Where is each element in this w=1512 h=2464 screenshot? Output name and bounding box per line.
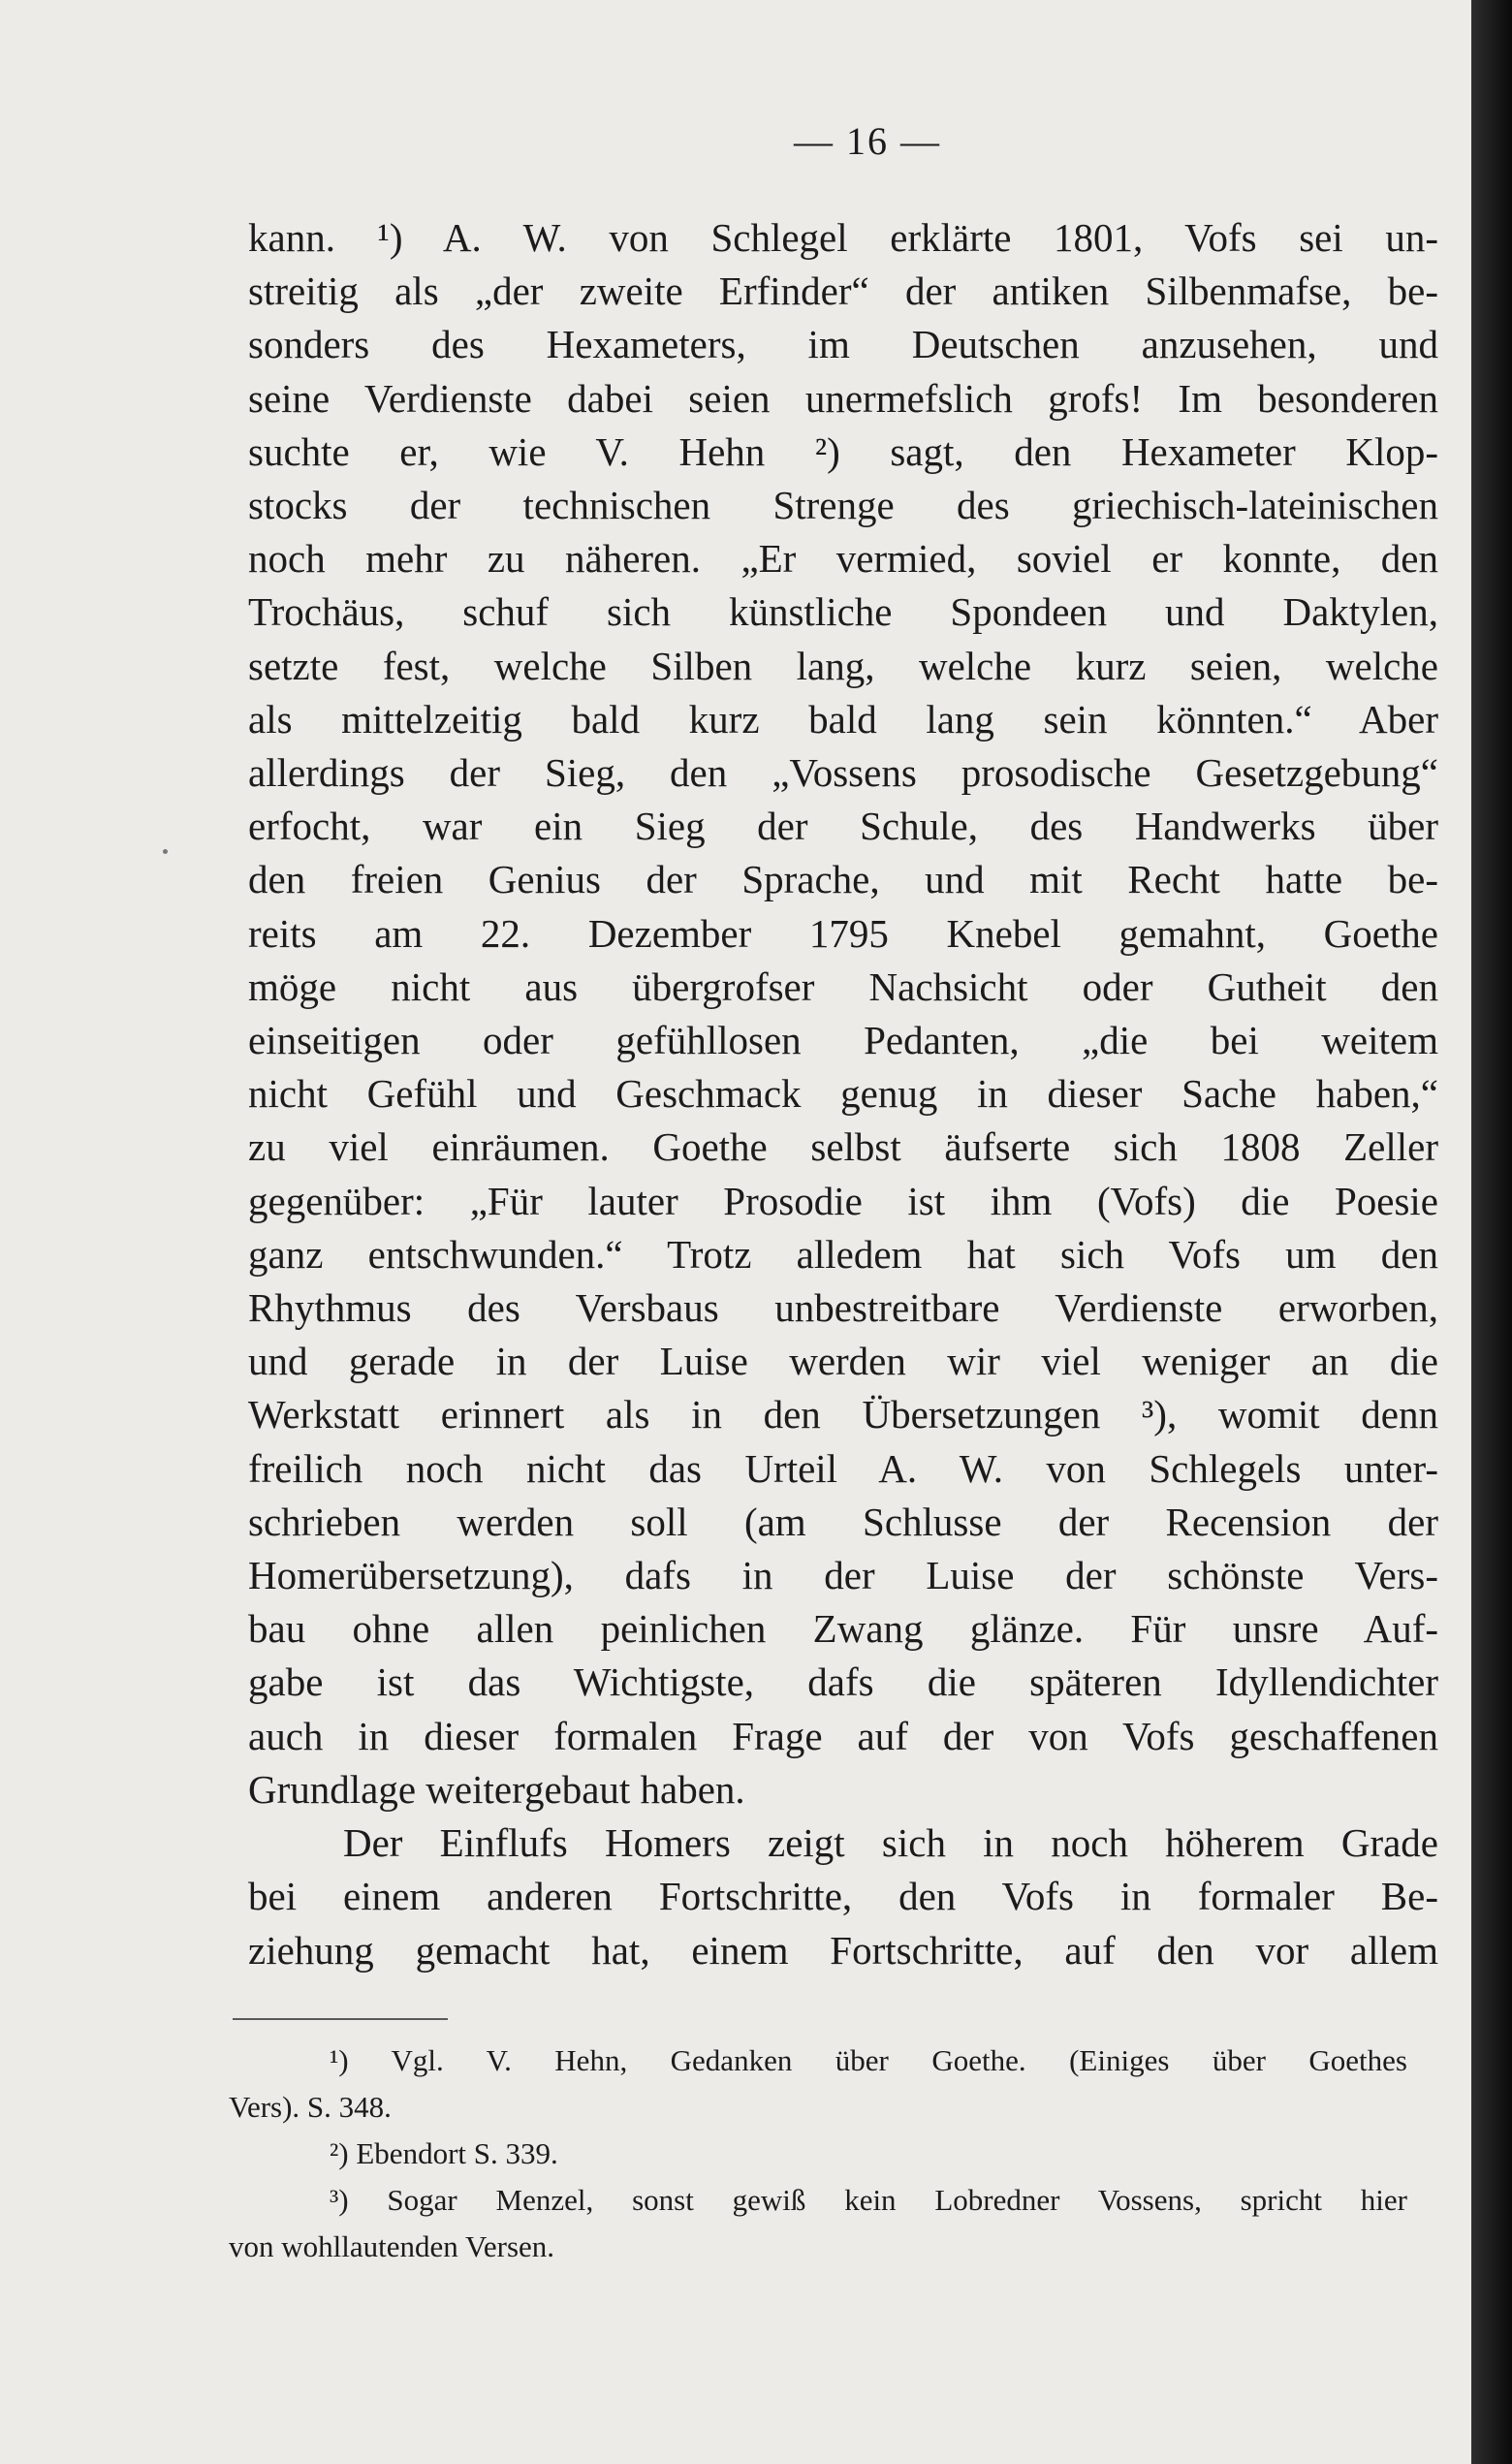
main-text <box>248 211 1438 1977</box>
footnote-line: von wohllautenden Versen. <box>229 2229 555 2263</box>
text-line: nicht Gefühl und Geschmack genug in dieser Sache haben,“ <box>248 1071 1438 1117</box>
text-line: auch in dieser formalen Frage auf der von Vofs geschaffenen <box>248 1713 1438 1758</box>
footnote-line: Vers). S. 348. <box>229 2090 392 2124</box>
text-line: gegenüber: „Für lauter Prosodie ist ihm (Vofs) die Poesie <box>248 1178 1438 1223</box>
text-line: reits am 22. Dezember 1795 Knebel gemahnt, Goethe <box>248 910 1438 956</box>
text-line: zu viel einräumen. Goethe selbst äufserte sich 1808 Zeller <box>248 1124 1438 1170</box>
footnote-1 <box>229 2038 1407 2131</box>
text-line: einseitigen oder gefühllosen Pedanten, „die bei weitem <box>248 1018 1438 1063</box>
text-line: als mittelzeitig bald kurz bald lang sein könnten.“ Aber <box>248 696 1438 742</box>
text-line: Trochäus, schuf sich künstliche Spondeen und Daktylen, <box>248 589 1438 635</box>
text-line: bei einem anderen Fortschritte, den Vofs in formaler Be- <box>248 1874 1438 1919</box>
text-line: Rhythmus des Versbaus unbestreitbare Verdienste erworben, <box>248 1285 1438 1331</box>
footnote-line: ¹) Vgl. V. Hehn, Gedanken über Goethe. (Einiges über Goethes <box>330 2043 1407 2077</box>
page-number: — 16 — <box>794 119 941 163</box>
page-edge-shadow <box>1471 0 1512 2464</box>
text-line: kann. ¹) A. W. von Schlegel erklärte 1801, Vofs sei un- <box>248 215 1438 260</box>
text-line: möge nicht aus übergrofser Nachsicht oder Gutheit den <box>248 963 1438 1009</box>
text-line: allerdings der Sieg, den „Vossens prosodische Gesetzgebung“ <box>248 750 1438 796</box>
text-line: gabe ist das Wichtigste, dafs die späteren Idyllendichter <box>248 1659 1438 1705</box>
text-line: freilich noch nicht das Urteil A. W. von Schlegels unter- <box>248 1445 1438 1491</box>
footnote-line: ²) Ebendort S. 339. <box>330 2136 558 2170</box>
text-line: streitig als „der zweite Erfinder“ der antiken Silbenmafse, be- <box>248 269 1438 314</box>
text-line: erfocht, war ein Sieg der Schule, des Handwerks über <box>248 804 1438 849</box>
text-line: ganz entschwunden.“ Trotz alledem hat sich Vofs um den <box>248 1231 1438 1277</box>
footnote-divider <box>233 2018 448 2020</box>
paragraph-1 <box>248 211 1438 1816</box>
footnote-line: ³) Sogar Menzel, sonst gewiß kein Lobredner Vossens, spricht hier <box>330 2183 1407 2217</box>
paragraph-2 <box>248 1816 1438 1977</box>
footnote-2 <box>229 2131 1407 2177</box>
text-line: Werkstatt erinnert als in den Übersetzungen ³), womit denn <box>248 1392 1438 1437</box>
paper-speck <box>163 849 168 854</box>
text-line: sonders des Hexameters, im Deutschen anzusehen, und <box>248 322 1438 367</box>
text-line: noch mehr zu näheren. „Er vermied, soviel er konnte, den <box>248 536 1438 582</box>
footnote-3 <box>229 2177 1407 2270</box>
text-line: Grundlage weitergebaut haben. <box>248 1766 745 1812</box>
text-line: schrieben werden soll (am Schlusse der Recension der <box>248 1499 1438 1544</box>
text-line: den freien Genius der Sprache, und mit Recht hatte be- <box>248 857 1438 902</box>
text-line: Homerübersetzung), dafs in der Luise der schönste Vers- <box>248 1553 1438 1598</box>
text-line: seine Verdienste dabei seien unermefslich grofs! Im besonderen <box>248 375 1438 421</box>
text-line: setzte fest, welche Silben lang, welche kurz seien, welche <box>248 643 1438 688</box>
text-line: bau ohne allen peinlichen Zwang glänze. Für unsre Auf- <box>248 1606 1438 1652</box>
text-line: stocks der technischen Strenge des griechisch-lateinischen <box>248 483 1438 528</box>
text-line: und gerade in der Luise werden wir viel weniger an die <box>248 1339 1438 1384</box>
text-line: Der Einflufs Homers zeigt sich in noch höherem Grade <box>343 1820 1438 1866</box>
footnotes <box>229 2038 1407 2270</box>
text-line: suchte er, wie V. Hehn ²) sagt, den Hexameter Klop- <box>248 428 1438 474</box>
text-line: ziehung gemacht hat, einem Fortschritte, auf den vor allem <box>248 1927 1438 1973</box>
